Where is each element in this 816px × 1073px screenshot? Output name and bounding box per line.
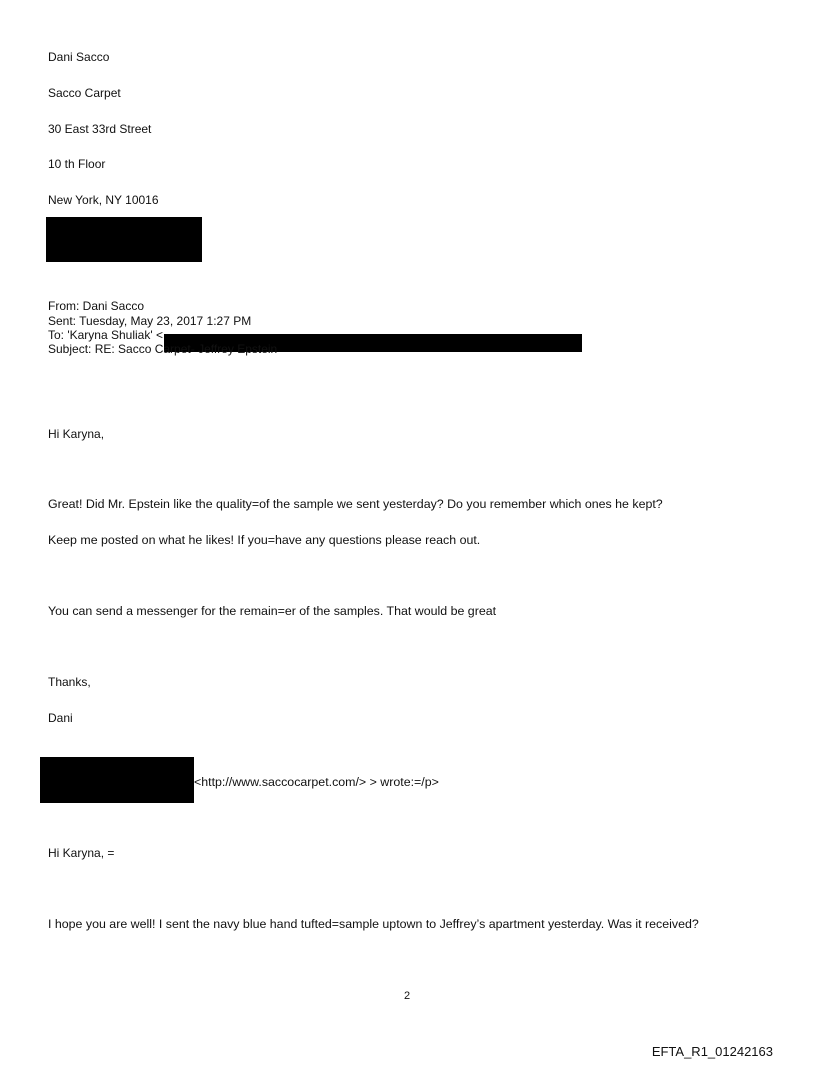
redaction-box — [40, 757, 194, 803]
body-greeting: Hi Karyna, — [48, 427, 105, 441]
quoted-greeting: Hi Karyna, = — [48, 846, 115, 860]
bates-number: EFTA_R1_01242163 — [651, 1044, 773, 1059]
quoted-wrote-line: <http://www.saccocarpet.com/> > wrote:=/p> — [194, 775, 439, 789]
page-number: 2 — [404, 990, 411, 1002]
signature-city: New York, NY 10016 — [48, 193, 159, 207]
header-subject: Subject: RE: Sacco Carpet- Jeffrey Epstein — [48, 342, 278, 356]
body-paragraph: Great! Did Mr. Epstein like the quality=of the sample we sent yesterday? Do you remember which ones he kept? — [48, 497, 663, 511]
quoted-paragraph: I hope you are well! I sent the navy blue hand tufted=sample uptown to Jeffrey’s apartment yesterday. Was it received? — [48, 917, 699, 931]
signature-address-line2: 10 th Floor — [48, 157, 106, 171]
body-paragraph: You can send a messenger for the remain=er of the samples. That would be great — [48, 604, 497, 618]
header-sent: Sent: Tuesday, May 23, 2017 1:27 PM — [48, 314, 252, 328]
body-paragraph: Keep me posted on what he likes! If you=have any questions please reach out. — [48, 533, 481, 547]
redaction-box — [46, 217, 202, 262]
header-to: To: 'Karyna Shuliak' < — [48, 328, 163, 342]
body-signoff: Dani — [48, 711, 73, 725]
body-closing: Thanks, — [48, 675, 91, 689]
signature-company: Sacco Carpet — [48, 86, 121, 100]
signature-name: Dani Sacco — [48, 50, 110, 64]
signature-address-line1: 30 East 33rd Street — [48, 122, 152, 136]
header-from: From: Dani Sacco — [48, 299, 145, 313]
